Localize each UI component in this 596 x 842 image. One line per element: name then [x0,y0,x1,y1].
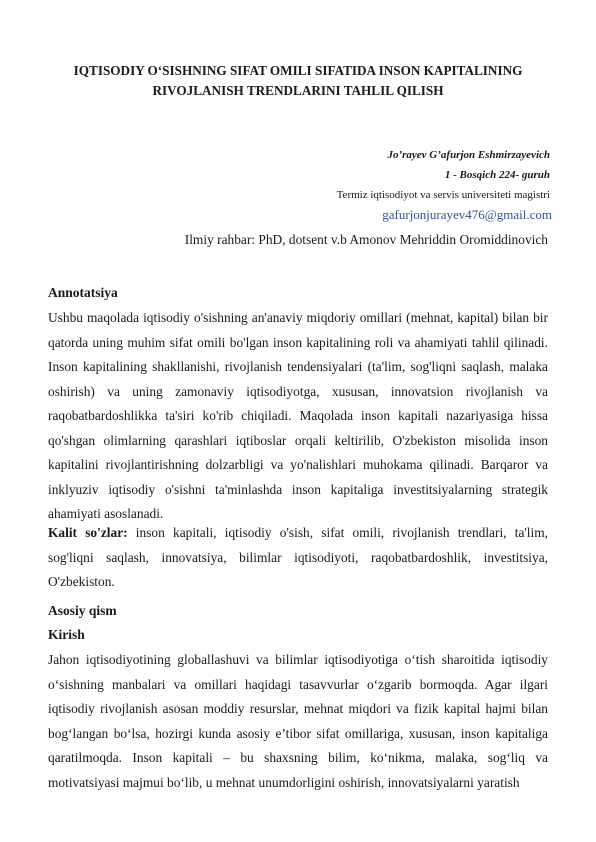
keywords-label: Kalit so'zlar: [48,525,128,540]
introduction-heading: Kirish [48,627,85,642]
author-name: Jo’rayev G’afurjon Eshmirzayevich [387,149,550,161]
author-email-link[interactable]: gafurjonjurayev476@gmail.com [382,207,552,222]
annotation-text: Ushbu maqolada iqtisodiy o'sishning an'anaviy miqdoriy omillari (mehnat, kapital) bilan bir qatorda uning muhim sifat omili bo'lgan inson kapitalining roli va ahamiyati tahlil qilinadi. Inson kapitalining shakllanishi, rivojlanish tendensiyalari (ta'lim, sog'liqni saqlash, malaka oshirish) va uning zamonaviy iqtisodiyotga, xususan, innovatsion rivojlanish va raqobatbardoshlikka ta'siri ko'rib chiqiladi. Maqolada inson kapitali nazariyasiga hissa qo'shgan olimlarning qarashlari iqtiboslar orqali keltirilib, O'zbekiston misolida inson kapitalini rivojlantirishning dolzarbligi va yo'nalishlari muhokama qilinadi. Barqaror va inklyuziv iqtisodiy o'sishni ta'minlashda inson kapitaliga investitsiyalarning strategik ahamiyati asoslanadi. [48,310,548,521]
keywords-text: inson kapitali, iqtisodiy o'sish, sifat omili, rivojlanish trendlari, ta'lim, sog'liqni saqlash, innovatsiya, bilimlar iqtisodiyoti, raqobatbardoshlik, investitsiya, O'zbekiston. [48,525,549,589]
author-university: Termiz iqtisodiyot va servis universiteti magistri [336,189,550,201]
paper-title-line-2: RIVOJLANISH TRENDLARINI TAHLIL QILISH [152,83,444,98]
author-group: 1 - Bosqich 224- guruh [444,169,550,181]
introduction-text: Jahon iqtisodiyotining globallashuvi va bilimlar iqtisodiyotiga o‘tish sharoitida iqtisodiy o‘sishning manbalari va omillari haqidagi tasavvurlar o‘zgarib bormoqda. Agar ilgari iqtisodiy rivojlanish asosan moddiy resurslar, mehnat miqdori va fizik kapital hajmi bilan bog‘langan bo‘lsa, hozirgi kunda asosiy e’tibor sifat omillariga, xususan, inson kapitaliga qaratilmoqda. Inson kapitali – bu shaxsning bilim, ko‘nikma, malaka, sog‘liq va motivatsiyasi majmui bo‘lib, u mehnat unumdorligini oshirish, innovatsiyalarni yaratish [48,652,548,790]
main-section-heading: Asosiy qism [48,603,117,618]
scientific-adviser: Ilmiy rahbar: PhD, dotsent v.b Amonov Mehriddin Oromiddinovich [184,232,548,247]
annotation-heading: Annotatsiya [48,285,118,300]
keywords-paragraph [48,521,548,595]
paper-title-line-1: IQTISODIY O‘SISHNING SIFAT OMILI SIFATIDA INSON KAPITALINING [73,63,523,78]
